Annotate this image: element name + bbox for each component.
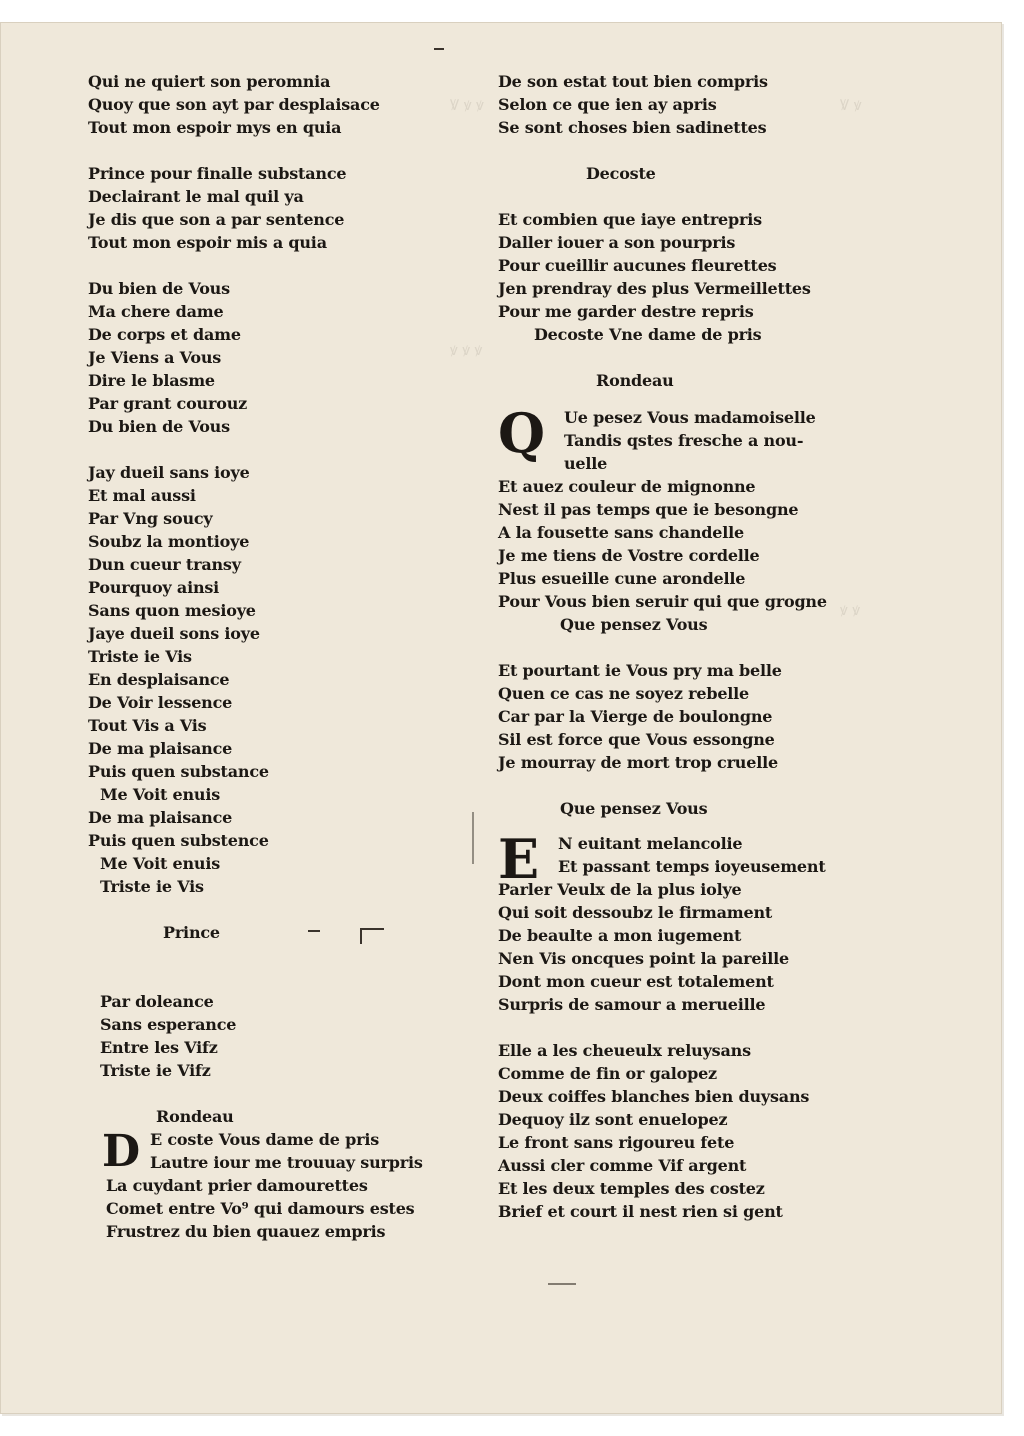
stanza — [88, 990, 448, 1082]
verse-line: Pour Vous bien seruir qui que grogne — [498, 592, 827, 611]
verse-line: Le front sans rigoureu fete — [498, 1133, 735, 1152]
rondeau-block — [88, 1128, 448, 1243]
printer-mark — [472, 812, 474, 864]
drop-capital: Q — [498, 401, 545, 465]
section-heading-prince: Prince — [163, 923, 220, 942]
verse-line: Je dis que son a par sentence — [88, 210, 345, 229]
verse-line: Ma chere dame — [88, 302, 224, 321]
verse-line: Je Viens a Vous — [88, 348, 222, 367]
section-heading-que-pensez-vous: Que pensez Vous — [560, 799, 708, 818]
drop-capital: D — [102, 1126, 140, 1177]
verse-line: La cuydant prier damourettes — [106, 1176, 368, 1195]
stanza — [498, 208, 828, 346]
verse-line: Quoy que son ayt par desplaisace — [88, 95, 380, 114]
right-column — [498, 70, 828, 1223]
verse-line: Deux coiffes blanches bien duysans — [498, 1087, 810, 1106]
verse-line: Aussi cler comme Vif argent — [498, 1156, 747, 1175]
verse-line: Et les deux temples des costez — [498, 1179, 765, 1198]
verse-line: A la fousette sans chandelle — [498, 523, 744, 542]
verse-line: De ma plaisance — [88, 739, 233, 758]
verse-line: Selon ce que ien ay apris — [498, 95, 717, 114]
rondeau-block — [498, 401, 828, 636]
verse-line: Dun cueur transy — [88, 555, 241, 574]
verse-line: Pour me garder destre repris — [498, 302, 754, 321]
verse-line: Comme de fin or galopez — [498, 1064, 717, 1083]
verse-line: Jaye dueil sons ioye — [88, 624, 260, 643]
verse-line: Plus esueille cune arondelle — [498, 569, 746, 588]
section-heading-decoste: Decoste — [586, 164, 656, 183]
verse-line: Dont mon cueur est totalement — [498, 972, 774, 991]
verse-line: Du bien de Vous — [88, 417, 230, 436]
verse-line: Se sont choses bien sadinettes — [498, 118, 767, 137]
verse-line: Je me tiens de Vostre cordelle — [498, 546, 760, 565]
drop-capital: E — [498, 827, 539, 891]
verse-line: Parler Veulx de la plus iolye — [498, 880, 742, 899]
verse-line: E coste Vous dame de pris — [150, 1130, 380, 1149]
stanza — [88, 70, 448, 139]
verse-line: Surpris de samour a merueille — [498, 995, 766, 1014]
verse-line: De Voir lessence — [88, 693, 233, 712]
verse-line: Triste ie Vis — [88, 647, 192, 666]
stanza — [498, 70, 828, 139]
stanza — [88, 162, 448, 254]
verse-line: Par Vng soucy — [88, 509, 213, 528]
verse-line: Quen ce cas ne soyez rebelle — [498, 684, 750, 703]
verse-line: Je mourray de mort trop cruelle — [498, 753, 778, 772]
verse-line: Lautre iour me trouuay surpris — [150, 1153, 423, 1172]
verse-line: Et auez couleur de mignonne — [498, 477, 756, 496]
verse-line: N euitant melancolie — [558, 834, 743, 853]
verse-line: Sans quon mesioye — [88, 601, 256, 620]
verse-line: Brief et court il nest rien si gent — [498, 1202, 783, 1221]
verse-line: Car par la Vierge de boulongne — [498, 707, 773, 726]
verse-line: Sans esperance — [100, 1015, 237, 1034]
verse-line: Du bien de Vous — [88, 279, 230, 298]
verse-line: Par doleance — [100, 992, 214, 1011]
verse-line: Sil est force que Vous essongne — [498, 730, 775, 749]
printer-mark — [434, 48, 444, 50]
verse-line: Et pourtant ie Vous pry ma belle — [498, 661, 782, 680]
verse-line: Entre les Vifz — [100, 1038, 218, 1057]
verse-line: Et passant temps ioyeusement — [558, 857, 826, 876]
verse-line: Par grant courouz — [88, 394, 248, 413]
verse-line: Elle a les cheueulx reluysans — [498, 1041, 751, 1060]
verse-line: Daller iouer a son pourpris — [498, 233, 736, 252]
stanza — [88, 461, 448, 898]
verse-line: De ma plaisance — [88, 808, 233, 827]
verse-line: Comet entre Vo⁹ qui damours estes — [106, 1199, 415, 1218]
refrain-line: Decoste Vne dame de pris — [534, 325, 762, 344]
verse-line: Nest il pas temps que ie besongne — [498, 500, 799, 519]
verse-line: Et mal aussi — [88, 486, 196, 505]
verse-line: De beaulte a mon iugement — [498, 926, 742, 945]
verse-line: Qui ne quiert son peromnia — [88, 72, 331, 91]
verse-line: Jay dueil sans ioye — [88, 463, 250, 482]
verse-line: Dequoy ilz sont enuelopez — [498, 1110, 728, 1129]
verse-line: Puis quen substence — [88, 831, 269, 850]
verse-line: Triste ie Vifz — [100, 1061, 211, 1080]
verse-line: Pour cueillir aucunes fleurettes — [498, 256, 777, 275]
verse-line: Tout Vis a Vis — [88, 716, 207, 735]
verse-line: En desplaisance — [88, 670, 230, 689]
verse-line: Puis quen substance — [88, 762, 269, 781]
verse-line: Tout mon espoir mys en quia — [88, 118, 342, 137]
verse-line: Me Voit enuis — [100, 785, 221, 804]
stanza — [498, 659, 828, 774]
verse-line: Et combien que iaye entrepris — [498, 210, 762, 229]
refrain-line: Que pensez Vous — [560, 615, 708, 634]
stanza — [88, 277, 448, 438]
verse-line: Me Voit enuis — [100, 854, 221, 873]
verse-line: Jen prendray des plus Vermeillettes — [498, 279, 811, 298]
section-heading-rondeau: Rondeau — [156, 1107, 234, 1126]
section-heading-rondeau: Rondeau — [596, 371, 674, 390]
verse-line: Qui soit dessoubz le firmament — [498, 903, 773, 922]
verse-line: De son estat tout bien compris — [498, 72, 768, 91]
verse-line: Nen Vis oncques point la pareille — [498, 949, 789, 968]
verse-line: Dire le blasme — [88, 371, 215, 390]
printer-mark — [548, 1283, 576, 1285]
verse-line: Tandis qstes fresche a nou- — [564, 431, 804, 450]
verse-line: Prince pour finalle substance — [88, 164, 347, 183]
verse-line: Triste ie Vis — [100, 877, 204, 896]
verse-line: Declairant le mal quil ya — [88, 187, 304, 206]
verse-line: Tout mon espoir mis a quia — [88, 233, 327, 252]
verse-line: Pourquoy ainsi — [88, 578, 220, 597]
verse-line: Soubz la montioye — [88, 532, 250, 551]
verse-line: Frustrez du bien quauez empris — [106, 1222, 386, 1241]
verse-line: Ue pesez Vous madamoiselle — [564, 408, 816, 427]
left-column — [88, 70, 448, 1243]
verse-line: De corps et dame — [88, 325, 241, 344]
stanza — [498, 1039, 828, 1223]
verse-line: uelle — [564, 454, 608, 473]
ballade-block — [498, 827, 828, 1016]
